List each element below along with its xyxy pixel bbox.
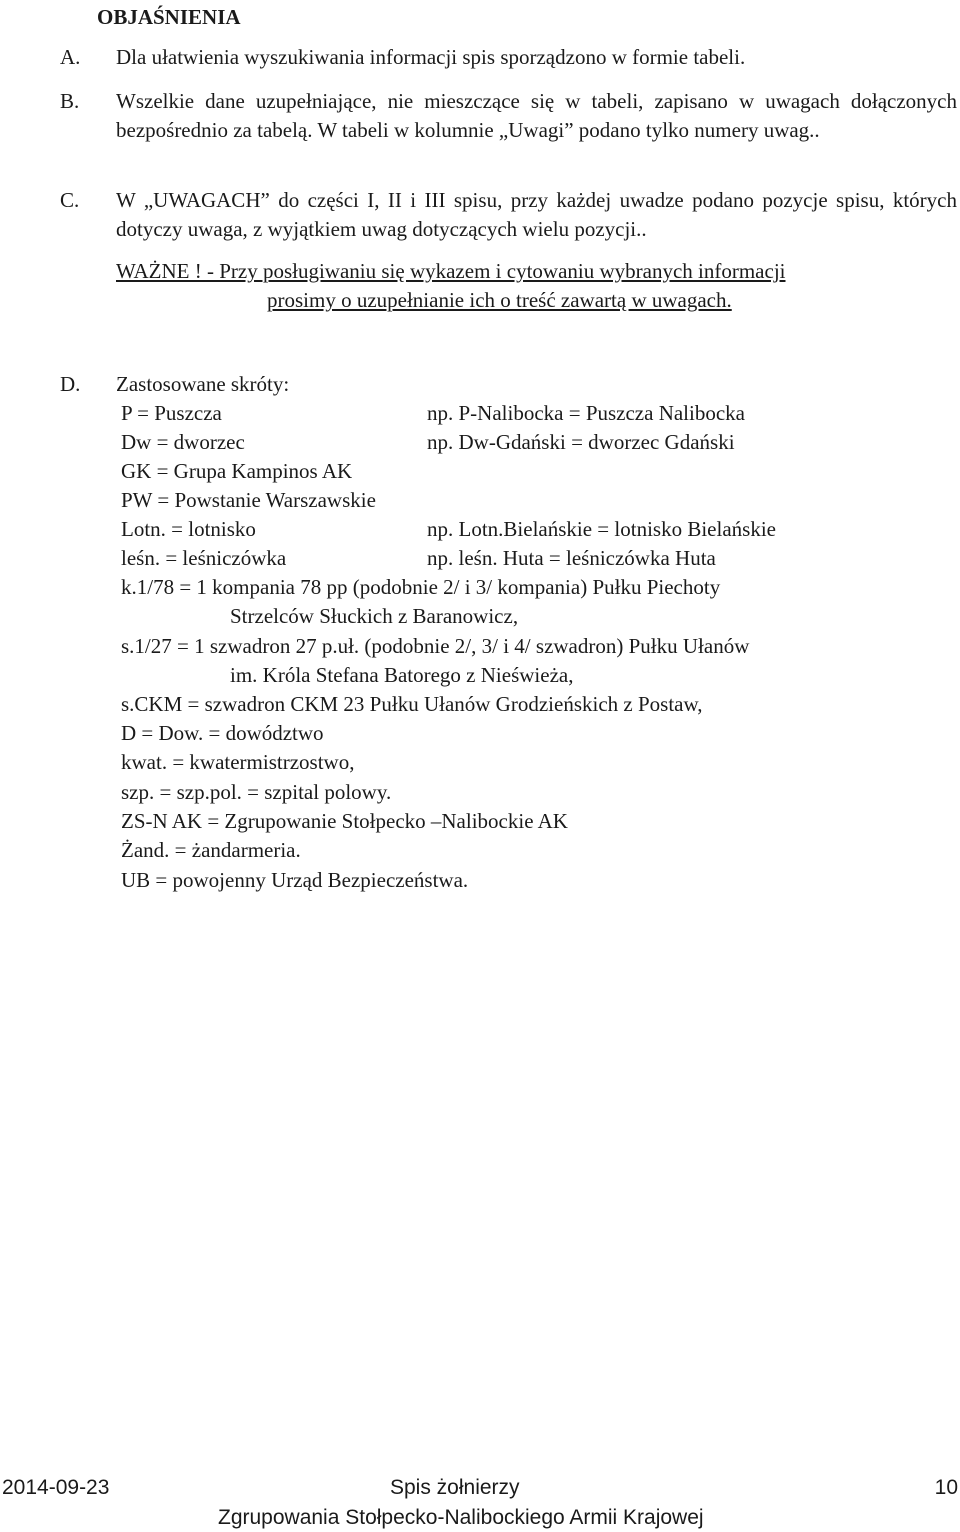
- footer-date: 2014-09-23: [2, 1476, 110, 1499]
- abbreviation-row: GK = Grupa Kampinos AK: [121, 459, 353, 483]
- important-line-2: prosimy o uzupełnianie ich o treść zawartą w uwagach.: [267, 288, 732, 312]
- abbreviation-row: P = Puszcza: [121, 401, 222, 425]
- note-item-b: [60, 87, 957, 145]
- important-notice: [116, 257, 957, 315]
- abbreviation-row: leśn. = leśniczówka: [121, 546, 287, 570]
- note-text: Wszelkie dane uzupełniające, nie mieszczące się w tabeli, zapisano w uwagach dołączonych bezpośrednio za tabelą. W tabeli w kolumnie „Uwagi” podano tylko numery uwag..: [116, 89, 957, 142]
- page-title: OBJAŚNIENIA: [97, 5, 241, 29]
- abbreviation-row: s.CKM = szwadron CKM 23 Pułku Ułanów Grodzieńskich z Postaw,: [121, 692, 703, 716]
- important-line-1: WAŻNE ! - Przy posługiwaniu się wykazem i cytowaniu wybranych informacji: [116, 259, 786, 283]
- abbreviation-row: D = Dow. = dowództwo: [121, 721, 324, 745]
- note-text: W „UWAGACH” do części I, II i III spisu, przy każdej uwadze podano pozycje spisu, których dotyczy uwaga, z wyjątkiem uwag dotyczących wielu pozycji..: [116, 188, 957, 241]
- abbreviation-row: s.1/27 = 1 szwadron 27 p.uł. (podobnie 2/, 3/ i 4/ szwadron) Pułku Ułanów: [121, 634, 750, 658]
- abbreviation-row: ZS-N AK = Zgrupowanie Stołpecko –Nalibockie AK: [121, 809, 568, 833]
- abbreviation-example: np. leśn. Huta = leśniczówka Huta: [427, 546, 716, 570]
- abbreviations-header: [60, 370, 290, 399]
- abbreviation-row: Strzelców Słuckich z Baranowicz,: [230, 604, 519, 628]
- abbreviation-row: k.1/78 = 1 kompania 78 pp (podobnie 2/ i 3/ kompania) Pułku Piechoty: [121, 575, 721, 599]
- abbreviation-row: kwat. = kwatermistrzostwo,: [121, 750, 355, 774]
- abbreviations-label: D.: [60, 372, 81, 396]
- footer-page-number: 10: [934, 1476, 958, 1499]
- abbreviation-row: Dw = dworzec: [121, 430, 245, 454]
- note-item-c: [60, 186, 957, 244]
- abbreviation-example: np. Dw-Gdański = dworzec Gdański: [427, 430, 735, 454]
- abbreviation-row: UB = powojenny Urząd Bezpieczeństwa.: [121, 868, 469, 892]
- footer-title-line-2: Zgrupowania Stołpecko-Nalibockiego Armii Krajowej: [218, 1506, 704, 1529]
- abbreviation-example: np. P-Nalibocka = Puszcza Nalibocka: [427, 401, 745, 425]
- note-item-a: [60, 43, 957, 72]
- abbreviation-row: PW = Powstanie Warszawskie: [121, 488, 376, 512]
- note-label: C.: [60, 188, 80, 212]
- abbreviation-row: szp. = szp.pol. = szpital polowy.: [121, 780, 392, 804]
- footer-title-line-1: Spis żołnierzy: [390, 1476, 520, 1499]
- note-label: B.: [60, 89, 80, 113]
- abbreviation-row: Lotn. = lotnisko: [121, 517, 256, 541]
- abbreviations-title: Zastosowane skróty:: [116, 372, 290, 396]
- abbreviation-example: np. Lotn.Bielańskie = lotnisko Bielańskie: [427, 517, 776, 541]
- note-text: Dla ułatwienia wyszukiwania informacji spis sporządzono w formie tabeli.: [116, 45, 746, 69]
- abbreviation-row: im. Króla Stefana Batorego z Nieświeża,: [230, 663, 574, 687]
- abbreviation-row: Żand. = żandarmeria.: [121, 838, 301, 862]
- note-label: A.: [60, 45, 81, 69]
